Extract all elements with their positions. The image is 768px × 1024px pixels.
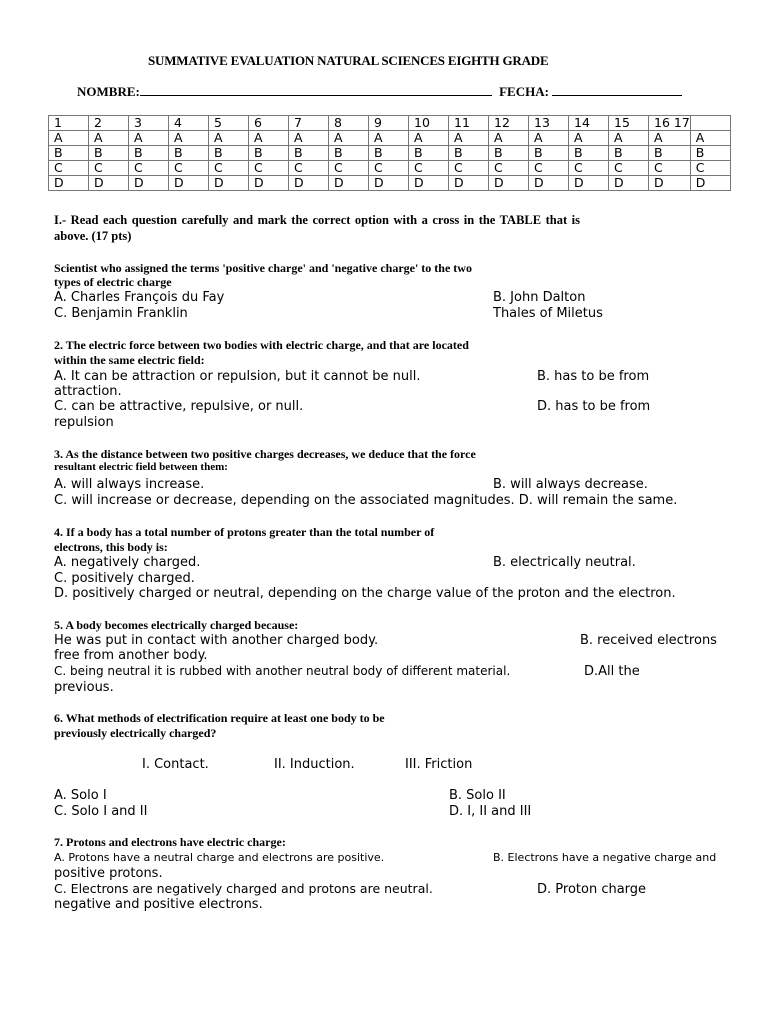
question-text: 2. The electric force between two bodies with electric charge, and that are located [54,338,469,352]
answer-cell[interactable]: C [329,161,369,176]
answer-option-row [49,131,731,146]
answer-cell[interactable]: C [129,161,169,176]
question-number-cell: 7 [289,116,329,131]
question-number-cell: 14 [569,116,609,131]
option-c: C. Solo I and II [54,804,148,819]
option-d: D.All the [584,664,640,679]
option-a: He was put in contact with another charged body. [54,633,379,648]
answer-cell[interactable]: A [409,131,449,146]
answer-cell[interactable]: C [169,161,209,176]
question-text: previously electrically charged? [54,726,217,740]
option-b: B. John Dalton [493,290,586,305]
answer-cell[interactable]: D [209,176,249,191]
question-text: within the same electric field: [54,353,205,367]
option-b-continued: positive protons. [54,866,163,881]
answer-cell[interactable]: B [649,146,691,161]
answer-cell[interactable]: C [369,161,409,176]
answer-cell[interactable]: C [489,161,529,176]
answer-cell[interactable]: D [169,176,209,191]
question-text: resultant electric field between them: [54,461,228,473]
question-number-cell: 12 [489,116,529,131]
answer-table [48,115,731,191]
option-a: A. Solo I [54,788,107,803]
question-text: 5. A body becomes electrically charged because: [54,618,299,632]
answer-cell[interactable]: B [169,146,209,161]
answer-cell[interactable]: D [329,176,369,191]
answer-option-row [49,176,731,191]
answer-cell[interactable]: A [289,131,329,146]
option-a: A. It can be attraction or repulsion, but it cannot be null. [54,369,421,384]
instructions: I.- Read each question carefully and mark the correct option with a cross in the TABLE that is above. (17 pts) [54,213,580,243]
option-c: C. Benjamin Franklin [54,306,188,321]
question-number-cell: 5 [209,116,249,131]
option-d-continued: previous. [54,680,114,695]
answer-cell[interactable]: C [89,161,129,176]
question-number-cell: 8 [329,116,369,131]
answer-cell[interactable]: A [329,131,369,146]
option-d: D. has to be from [537,399,651,414]
question-number-cell: 9 [369,116,409,131]
answer-cell[interactable]: D [609,176,649,191]
option-b: B. electrically neutral. [493,555,636,570]
answer-cell[interactable]: A [569,131,609,146]
answer-cell[interactable]: C [209,161,249,176]
answer-cell[interactable]: D [289,176,329,191]
answer-table-header-row [49,116,731,131]
option-d: D. Proton charge [537,882,647,897]
question-text: Scientist who assigned the terms 'positive charge' and 'negative charge' to the two [54,261,472,275]
answer-cell[interactable]: D [649,176,691,191]
answer-cell[interactable]: C [569,161,609,176]
question-text: 6. What methods of electrification require at least one body to be [54,711,385,725]
answer-cell[interactable]: A [169,131,209,146]
answer-cell[interactable]: A [649,131,691,146]
option-c-continued: repulsion [54,415,114,430]
question-number-cell [690,116,730,131]
answer-cell[interactable]: D [489,176,529,191]
option-d: D. I, II and III [449,804,532,819]
option-d-continued: negative and positive electrons. [54,897,263,912]
answer-cell[interactable]: B [609,146,649,161]
option-d: D. positively charged or neutral, depending on the charge value of the proton and the electron. [54,586,676,601]
question-number-cell: 2 [89,116,129,131]
answer-cell[interactable]: B [690,146,730,161]
answer-cell[interactable]: A [89,131,129,146]
answer-cell[interactable]: B [209,146,249,161]
date-label: FECHA: [499,84,549,99]
method-induction: II. Induction. [274,757,355,772]
answer-cell[interactable]: B [49,146,89,161]
answer-cell[interactable]: D [409,176,449,191]
answer-cell[interactable]: C [409,161,449,176]
question-text: 7. Protons and electrons have electric charge: [54,835,286,849]
method-contact: I. Contact. [142,757,209,772]
option-a-continued: attraction. [54,384,122,399]
method-friction: III. Friction [405,757,473,772]
question-number-cell: 11 [449,116,489,131]
option-c: C. being neutral it is rubbed with another neutral body of different material. [54,664,511,678]
answer-cell[interactable]: B [529,146,569,161]
answer-cell[interactable]: A [449,131,489,146]
question-number-cell: 13 [529,116,569,131]
question-number-cell: 6 [249,116,289,131]
question-text: types of electric charge [54,275,172,289]
answer-cell[interactable]: C [249,161,289,176]
answer-cell[interactable]: A [529,131,569,146]
question-number-cell: 15 [609,116,649,131]
answer-cell[interactable]: B [449,146,489,161]
option-a: A. will always increase. [54,477,205,492]
answer-cell[interactable]: B [289,146,329,161]
answer-cell[interactable]: D [529,176,569,191]
name-field[interactable] [140,84,492,96]
answer-cell[interactable]: A [489,131,529,146]
question-number-cell: 3 [129,116,169,131]
answer-cell[interactable]: B [369,146,409,161]
answer-cell[interactable]: D [249,176,289,191]
answer-cell[interactable]: D [569,176,609,191]
option-b: B. Solo II [449,788,506,803]
answer-cell[interactable]: C [289,161,329,176]
answer-cell[interactable]: B [569,146,609,161]
answer-option-row [49,146,731,161]
option-c: C. positively charged. [54,571,195,586]
answer-cell[interactable]: D [89,176,129,191]
question-text: electrons, this body is: [54,540,168,554]
option-b: B. received electrons [580,633,717,648]
answer-cell[interactable]: C [609,161,649,176]
question-number-cell: 10 [409,116,449,131]
answer-cell[interactable]: D [49,176,89,191]
answer-cell[interactable]: B [409,146,449,161]
answer-cell[interactable]: D [129,176,169,191]
answer-cell[interactable]: B [249,146,289,161]
answer-cell[interactable]: A [249,131,289,146]
answer-cell[interactable]: B [329,146,369,161]
answer-cell[interactable]: A [129,131,169,146]
answer-cell[interactable]: A [690,131,730,146]
date-field[interactable] [552,84,682,96]
answer-cell[interactable]: B [129,146,169,161]
question-number-cell: 1 [49,116,89,131]
option-b: B. will always decrease. [493,477,648,492]
question-text: 4. If a body has a total number of protons greater than the total number of [54,525,435,539]
answer-option-row [49,161,731,176]
answer-cell[interactable]: B [489,146,529,161]
answer-cell[interactable]: D [369,176,409,191]
option-b-continued: free from another body. [54,648,208,663]
option-c-d: C. will increase or decrease, depending on the associated magnitudes. D. will remain the same. [54,493,678,508]
answer-cell[interactable]: B [89,146,129,161]
question-text: 3. As the distance between two positive charges decreases, we deduce that the force [54,447,476,461]
answer-cell[interactable]: A [49,131,89,146]
option-a: A. Protons have a neutral charge and electrons are positive. [54,851,385,864]
option-a: A. Charles François du Fay [54,290,225,305]
answer-cell[interactable]: C [449,161,489,176]
name-label: NOMBRE: [77,84,140,99]
option-d: Thales of Miletus [493,306,603,321]
option-c: C. Electrons are negatively charged and protons are neutral. [54,881,433,896]
answer-cell[interactable]: C [529,161,569,176]
answer-cell[interactable]: C [649,161,691,176]
question-number-cell: 16 17 [649,116,691,131]
option-a: A. negatively charged. [54,555,201,570]
answer-cell[interactable]: D [690,176,730,191]
option-b: B. Electrons have a negative charge and [493,851,717,864]
answer-cell[interactable]: C [690,161,730,176]
option-b: B. has to be from [537,369,650,384]
page-title: SUMMATIVE EVALUATION NATURAL SCIENCES EIGHTH GRADE [148,53,549,68]
student-header [77,84,682,100]
question-number-cell: 4 [169,116,209,131]
answer-cell[interactable]: A [369,131,409,146]
answer-cell[interactable]: C [49,161,89,176]
answer-cell[interactable]: A [209,131,249,146]
answer-cell[interactable]: D [449,176,489,191]
answer-cell[interactable]: A [609,131,649,146]
option-c: C. can be attractive, repulsive, or null. [54,399,304,414]
